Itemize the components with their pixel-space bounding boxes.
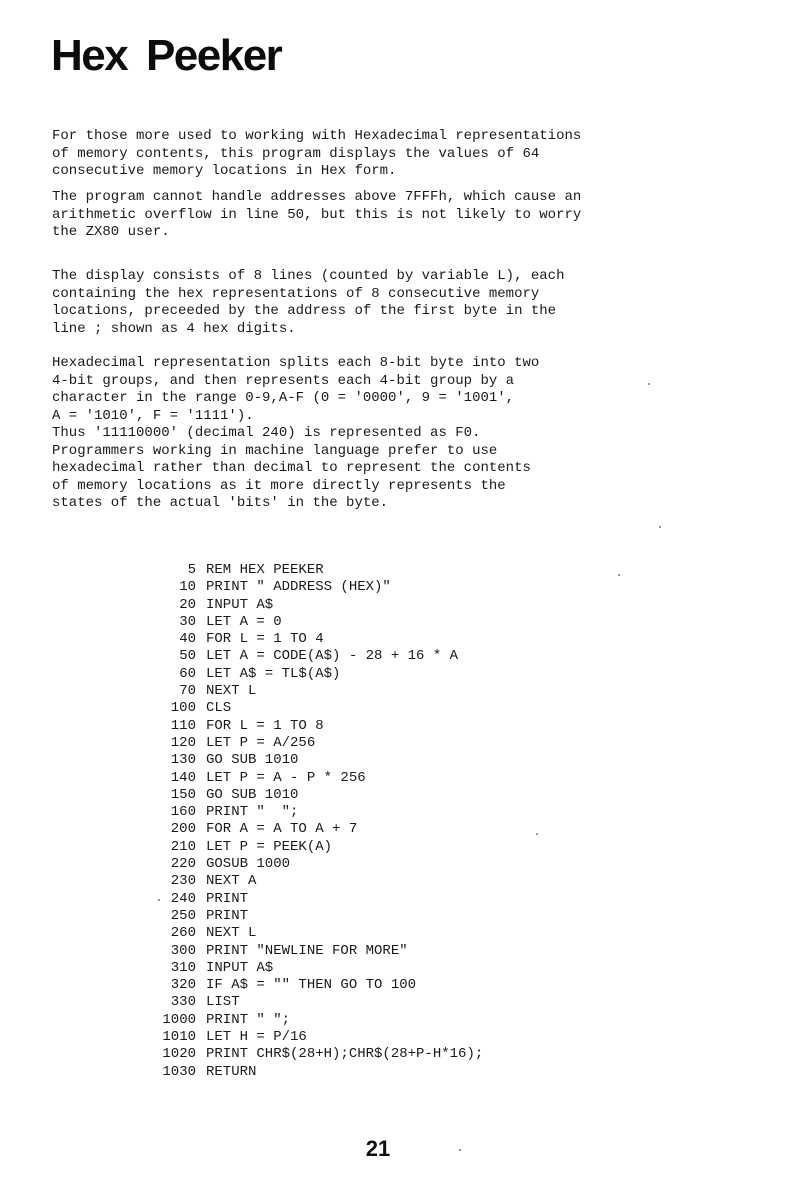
code-line [150, 718, 483, 735]
code-line [150, 891, 483, 908]
code-line [150, 1012, 483, 1029]
code-line [150, 683, 483, 700]
code-line [150, 562, 483, 579]
line-number: 5 [187, 562, 196, 578]
line-statement: LIST [206, 994, 240, 1011]
code-line [150, 908, 483, 925]
line-number: 120 [170, 734, 196, 751]
line-statement: RETURN [206, 1063, 257, 1080]
line-statement: GOSUB 1000 [206, 856, 291, 873]
basic-program-listing [150, 562, 483, 1081]
line-number: 1020 [162, 1046, 196, 1063]
code-line [150, 839, 483, 856]
line-statement: NEXT A [206, 873, 257, 890]
line-statement: LET H = P/16 [206, 1029, 307, 1046]
line-number: 330 [170, 994, 196, 1011]
line-statement: GO SUB 1010 [206, 786, 299, 803]
code-line [150, 597, 483, 614]
line-number: 1030 [162, 1063, 196, 1080]
scan-speck [158, 899, 160, 901]
code-line [150, 994, 483, 1011]
line-statement: PRINT [206, 907, 249, 924]
code-line [150, 977, 483, 994]
line-number: 260 [170, 925, 196, 942]
line-statement: LET A$ = TL$(A$) [206, 665, 341, 682]
line-statement: FOR L = 1 TO 4 [206, 631, 324, 648]
code-line [150, 925, 483, 942]
code-line [150, 1046, 483, 1063]
line-number: 160 [170, 804, 196, 821]
line-statement: REM HEX PEEKER [206, 562, 324, 578]
line-number: 10 [179, 579, 196, 596]
code-line [150, 1064, 483, 1081]
code-line [150, 787, 483, 804]
line-statement: INPUT A$ [206, 959, 274, 976]
line-statement: LET P = PEEK(A) [206, 838, 333, 855]
line-statement: INPUT A$ [206, 596, 274, 613]
line-number: 230 [170, 873, 196, 890]
line-statement: FOR L = 1 TO 8 [206, 717, 324, 734]
line-number: 200 [170, 821, 196, 838]
line-statement: PRINT " "; [206, 1011, 291, 1028]
line-number: 140 [170, 769, 196, 786]
scan-speck [536, 833, 538, 835]
line-number: 1010 [162, 1029, 196, 1046]
page-number: 21 [365, 1136, 391, 1161]
line-number: 1000 [162, 1011, 196, 1028]
code-line [150, 821, 483, 838]
line-number: 150 [170, 786, 196, 803]
line-statement: PRINT " ADDRESS (HEX)" [206, 579, 391, 596]
line-number: 60 [179, 665, 196, 682]
line-statement: NEXT L [206, 925, 257, 942]
line-statement: PRINT " "; [206, 804, 299, 821]
line-statement: LET P = A - P * 256 [206, 769, 366, 786]
code-line [150, 700, 483, 717]
line-statement: FOR A = A TO A + 7 [206, 821, 358, 838]
line-number: 100 [170, 700, 196, 717]
code-line [150, 579, 483, 596]
code-line [150, 770, 483, 787]
code-line [150, 1029, 483, 1046]
code-line [150, 752, 483, 769]
line-number: 300 [170, 942, 196, 959]
code-line [150, 804, 483, 821]
line-number: 250 [170, 907, 196, 924]
code-line [150, 873, 483, 890]
line-statement: LET P = A/256 [206, 734, 316, 751]
display-description-paragraph: The display consists of 8 lines (counted by variable L), each containing the hex representations of 8 consecutive memory locations, preceeded by the address of the first byte in the line ; shown as 4 hex digits. [52, 268, 565, 337]
line-statement: LET A = CODE(A$) - 28 + 16 * A [206, 648, 459, 665]
scan-speck [659, 526, 661, 528]
line-statement: LET A = 0 [206, 613, 282, 630]
line-statement: PRINT [206, 890, 249, 907]
line-number: 310 [170, 959, 196, 976]
line-statement: GO SUB 1010 [206, 752, 299, 769]
line-number: 130 [170, 752, 196, 769]
scan-speck [459, 1149, 461, 1151]
scan-speck [618, 574, 620, 576]
line-statement: NEXT L [206, 683, 257, 700]
line-number: 50 [179, 648, 196, 665]
hexadecimal-explanation-paragraph: Hexadecimal representation splits each 8-bit byte into two 4-bit groups, and then represents each 4-bit group by a character in the range 0-9,A-F (0 = '0000', 9 = '1001', A = '1010', F = '1111'). Thus '11110000' (decimal 240) is represented as F0. Programmers working in machine language prefer to use hexadecimal rather than decimal to represent the contents of memory locations as it more directly represents the states of the actual 'bits' in the byte. [52, 355, 540, 511]
line-number: 240 [170, 890, 196, 907]
code-line [150, 735, 483, 752]
line-number: 20 [179, 596, 196, 613]
line-number: 70 [179, 683, 196, 700]
scan-speck [648, 383, 650, 385]
code-line [150, 943, 483, 960]
intro-paragraph: For those more used to working with Hexadecimal representations of memory contents, this program displays the values of 64 consecutive memory locations in Hex form. [52, 128, 582, 179]
code-line [150, 856, 483, 873]
page-title: Hex Peeker [51, 31, 282, 80]
code-line [150, 631, 483, 648]
line-statement: PRINT CHR$(28+H);CHR$(28+P-H*16); [206, 1046, 484, 1063]
code-line [150, 960, 483, 977]
line-number: 320 [170, 977, 196, 994]
line-number: 220 [170, 856, 196, 873]
code-line [150, 614, 483, 631]
code-line [150, 648, 483, 665]
limitation-paragraph: The program cannot handle addresses above 7FFFh, which cause an arithmetic overflow in line 50, but this is not likely to worry the ZX80 user. [52, 189, 582, 240]
line-number: 210 [170, 838, 196, 855]
line-statement: CLS [206, 700, 232, 717]
line-statement: PRINT "NEWLINE FOR MORE" [206, 942, 408, 959]
line-statement: IF A$ = "" THEN GO TO 100 [206, 977, 417, 994]
line-number: 40 [179, 631, 196, 648]
code-line [150, 666, 483, 683]
line-number: 110 [170, 717, 196, 734]
line-number: 30 [179, 613, 196, 630]
